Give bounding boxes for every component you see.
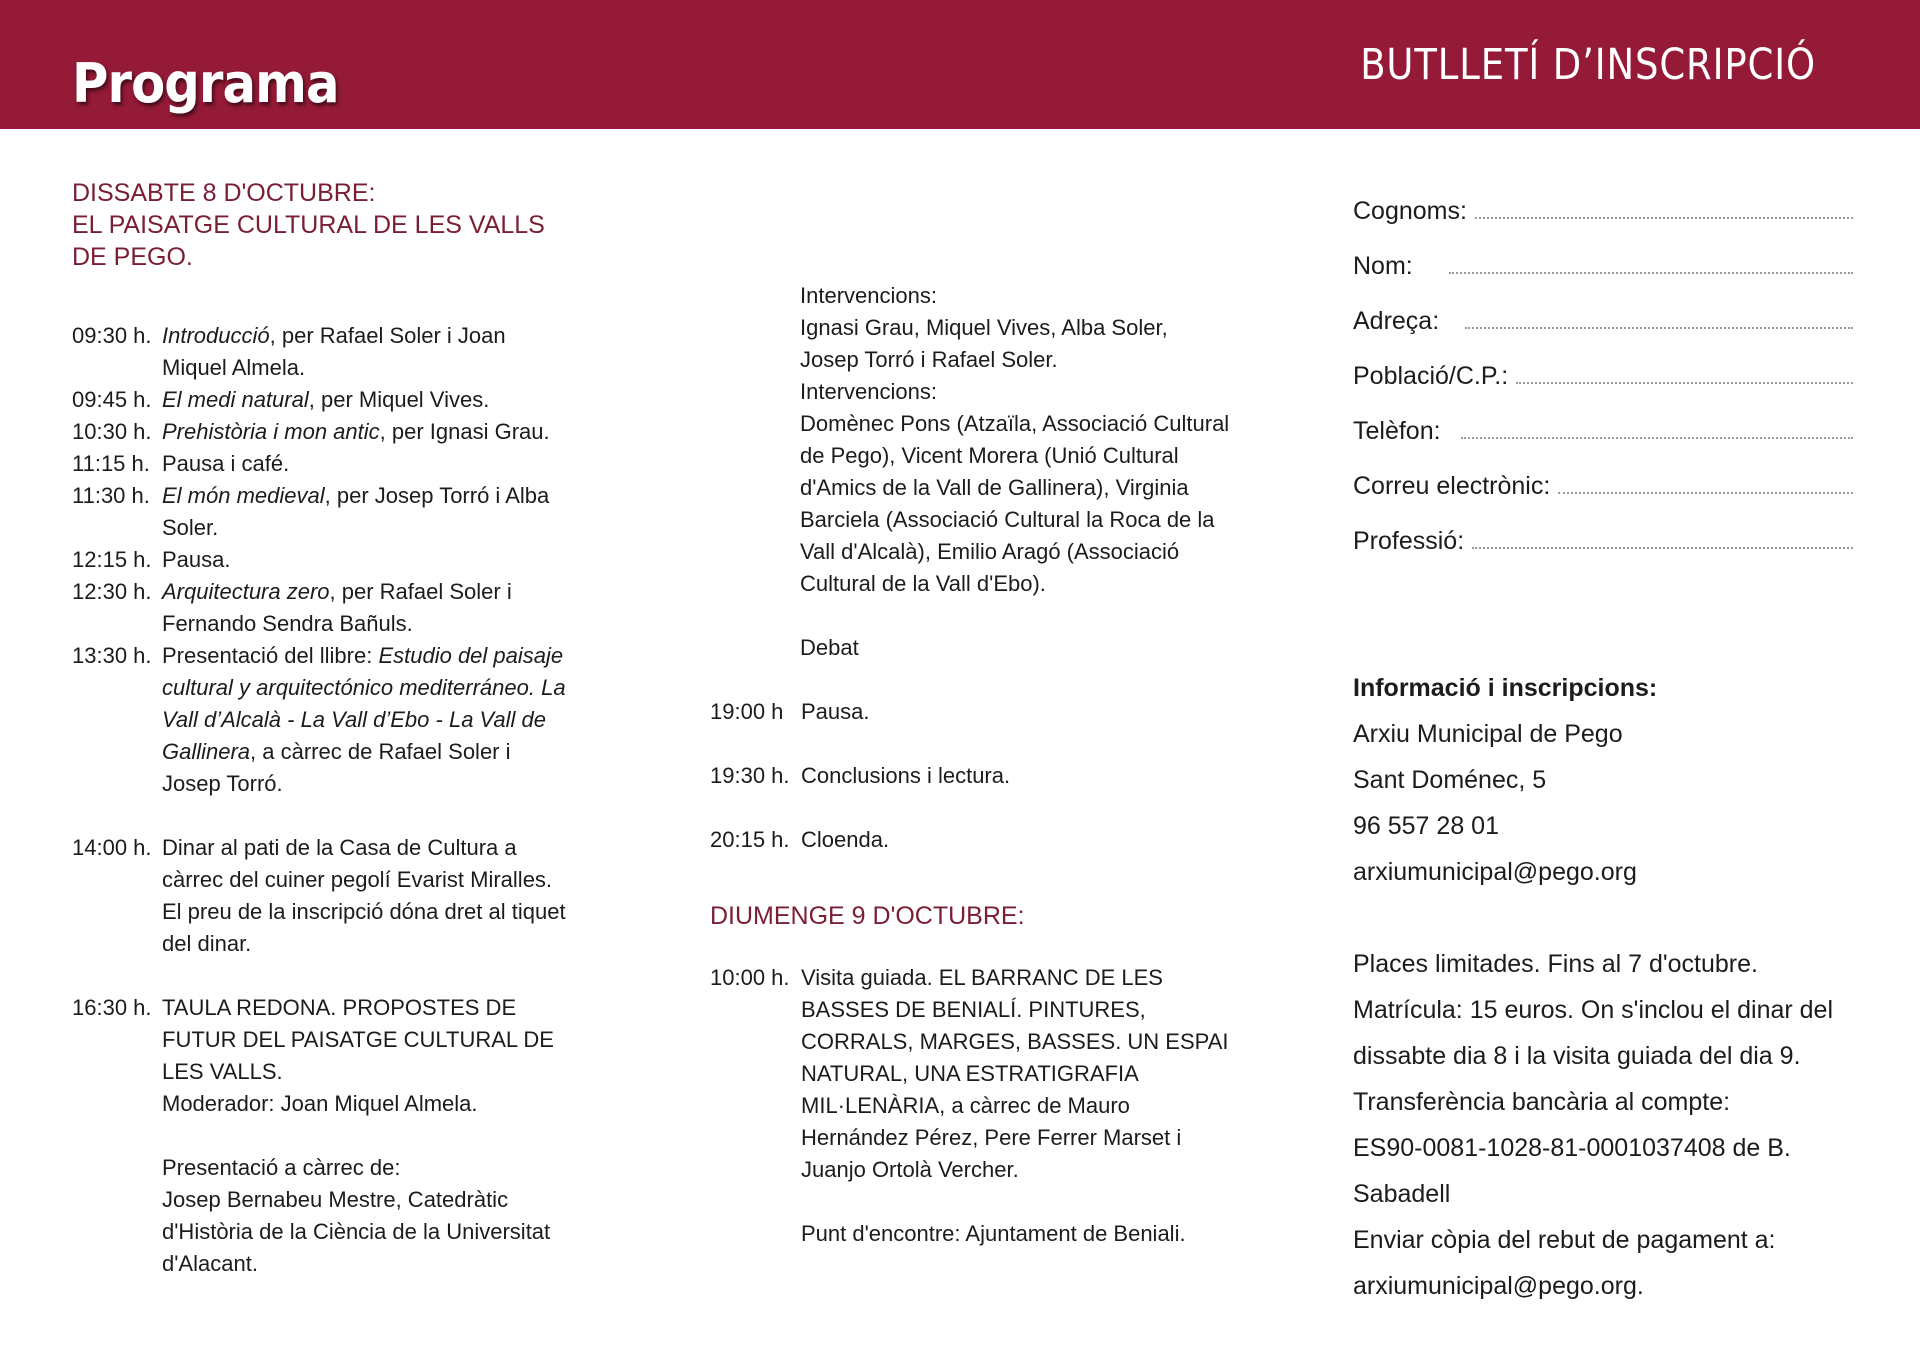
schedule-description: Conclusions i lectura. [801, 763, 1011, 788]
form-field-name[interactable] [1353, 227, 1853, 282]
form-line[interactable] [1449, 272, 1853, 274]
schedule-description: Prehistòria i mon antic, per Ignasi Grau. [162, 419, 550, 444]
info-phone: 96 557 28 01 [1353, 812, 1499, 840]
form-line[interactable] [1475, 217, 1853, 219]
form-line[interactable] [1461, 437, 1853, 439]
notes-fee: Matrícula: 15 euros. On s'inclou el dinar del dissabte dia 8 i la visita guiada del dia 9. [1353, 996, 1834, 1070]
notes-send-receipt: Enviar còpia del rebut de pagament a: [1353, 1226, 1776, 1254]
info-org: Arxiu Municipal de Pego [1353, 720, 1623, 748]
schedule-description: Dinar al pati de la Casa de Cultura a càrrec del cuiner pegolí Evarist Miralles. El preu de la inscripció dóna dret al tiquet del dinar. [162, 835, 566, 956]
form-label: Telèfon: [1353, 417, 1441, 445]
schedule-time: 10:00 h. [710, 965, 790, 990]
schedule-item [72, 448, 572, 480]
schedule-time: 11:15 h. [72, 451, 150, 476]
interventions-text: Ignasi Grau, Miquel Vives, Alba Soler, Josep Torró i Rafael Soler. [800, 315, 1168, 372]
schedule-time: 11:30 h. [72, 483, 150, 508]
moderator: Moderador: Joan Miquel Almela. [162, 1091, 478, 1116]
schedule-time: 10:30 h. [72, 419, 152, 444]
schedule-description: El medi natural, per Miquel Vives. [162, 387, 490, 412]
schedule-description: Visita guiada. EL BARRANC DE LES BASSES DE BENIALÍ. PINTURES, CORRALS, MARGES, BASSES. UN ESPAI NATURAL, UNA ESTRATIGRAFIA MIL·LENÀRIA, a càrrec de Mauro Hernández Pérez, Pere Ferrer Marset i Juanjo Ortolà Vercher. Punt d'encontre: Ajuntament de Beniali. [801, 962, 1230, 1250]
schedule-item [710, 760, 1230, 792]
schedule-description: Pausa i café. [162, 451, 290, 476]
form-line[interactable] [1465, 327, 1853, 329]
form-line[interactable] [1558, 492, 1853, 494]
schedule-description: Pausa. [801, 699, 870, 724]
interventions-label: Intervencions: [800, 379, 937, 404]
schedule-time: 09:45 h. [72, 387, 152, 412]
schedule-time: 14:00 h. [72, 835, 152, 860]
schedule-time: 19:30 h. [710, 763, 790, 788]
form-field-city-zip[interactable] [1353, 337, 1853, 392]
schedule-item-round-table [72, 992, 572, 1280]
meeting-point: Punt d'encontre: Ajuntament de Beniali. [801, 1221, 1186, 1246]
schedule-item [72, 320, 572, 384]
notes-account: ES90-0081-1028-81-0001037408 de B. Sabadell [1353, 1134, 1791, 1208]
program-title: Programa [72, 52, 339, 115]
debate-label: Debat [800, 635, 859, 660]
form-field-surname[interactable] [1353, 172, 1853, 227]
form-field-email[interactable] [1353, 447, 1853, 502]
schedule-item [72, 384, 572, 416]
saturday-title-date: DISSABTE 8 D'OCTUBRE: [72, 179, 376, 207]
schedule-description: Introducció, per Rafael Soler i Joan Miquel Almela. [162, 323, 506, 380]
form-line[interactable] [1516, 382, 1853, 384]
notes-email: arxiumunicipal@pego.org. [1353, 1272, 1644, 1300]
form-field-profession[interactable] [1353, 502, 1853, 557]
schedule-time: 12:30 h. [72, 579, 152, 604]
schedule-item-book-presentation [72, 640, 572, 800]
schedule-description: TAULA REDONA. PROPOSTES DE FUTUR DEL PAISATGE CULTURAL DE LES VALLS. Moderador: Joan Miquel Almela. Presentació a càrrec de: Josep Bernabeu Mestre, Catedràtic d'Història de la Ciència de la Universitat d'Alacant. [162, 992, 572, 1280]
info-address: Sant Doménec, 5 [1353, 766, 1547, 794]
schedule-time: 20:15 h. [710, 827, 790, 852]
schedule-description: Pausa. [162, 547, 231, 572]
info-email: arxiumunicipal@pego.org [1353, 858, 1637, 886]
form-label: Cognoms: [1353, 197, 1467, 225]
header-banner [0, 0, 1920, 129]
schedule-description: Presentació del llibre: Estudio del paisaje cultural y arquitectónico mediterráneo. La Vall d’Alcalà - La Vall d’Ebo - La Vall de Gallinera, a càrrec de Rafael Soler i Josep Torró. [162, 643, 566, 796]
schedule-item-lunch [72, 832, 572, 960]
saturday-title-theme: EL PAISATGE CULTURAL DE LES VALLS DE PEGO. [72, 211, 545, 271]
form-label: Professió: [1353, 527, 1465, 555]
sunday-title: DIUMENGE 9 D'OCTUBRE: [710, 902, 1025, 930]
registration-column [1353, 172, 1853, 1309]
form-field-address[interactable] [1353, 282, 1853, 337]
schedule-time: 16:30 h. [72, 995, 152, 1020]
schedule-item [710, 824, 1230, 856]
info-block [1353, 665, 1853, 1309]
schedule-time: 19:00 h [710, 699, 784, 724]
schedule-item [72, 576, 572, 640]
schedule-item [72, 416, 572, 448]
form-label: Adreça: [1353, 307, 1440, 335]
form-label: Nom: [1353, 252, 1413, 280]
middle-program [710, 280, 1230, 1250]
schedule-item [72, 544, 572, 576]
interventions-text: Domènec Pons (Atzaïla, Associació Cultural de Pego), Vicent Morera (Unió Cultural d'Amics de la Vall de Gallinera), Virginia Barciela (Associació Cultural la Roca de la Vall d'Alcalà), Emilio Aragó (Associació Cultural de la Vall d'Ebo). [800, 411, 1230, 596]
schedule-description: El món medieval, per Josep Torró i Alba Soler. [162, 483, 550, 540]
schedule-time: 13:30 h. [72, 643, 152, 668]
notes-limited-places: Places limitades. Fins al 7 d'octubre. [1353, 950, 1758, 978]
form-label: Població/C.P.: [1353, 362, 1509, 390]
notes-transfer: Transferència bancària al compte: [1353, 1088, 1731, 1116]
registration-form-title: BUTLLETÍ D’INSCRIPCIÓ [1360, 40, 1816, 90]
schedule-time: 12:15 h. [72, 547, 152, 572]
form-line[interactable] [1472, 547, 1853, 549]
schedule-description: Cloenda. [801, 827, 890, 852]
registration-form [1353, 172, 1853, 557]
schedule-item-guided-visit [710, 962, 1230, 1250]
saturday-program [72, 177, 572, 1280]
schedule-description: Arquitectura zero, per Rafael Soler i Fernando Sendra Bañuls. [162, 579, 512, 636]
presentation-label: Presentació a càrrec de: [162, 1155, 401, 1180]
form-label: Correu electrònic: [1353, 472, 1551, 500]
presentation-text: Josep Bernabeu Mestre, Catedràtic d'Història de la Ciència de la Universitat d'Alacant. [162, 1187, 551, 1276]
schedule-item [710, 696, 1230, 728]
form-field-phone[interactable] [1353, 392, 1853, 447]
interventions-label: Intervencions: [800, 283, 937, 308]
schedule-time: 09:30 h. [72, 323, 152, 348]
schedule-item [72, 480, 572, 544]
info-title: Informació i inscripcions: [1353, 674, 1658, 702]
